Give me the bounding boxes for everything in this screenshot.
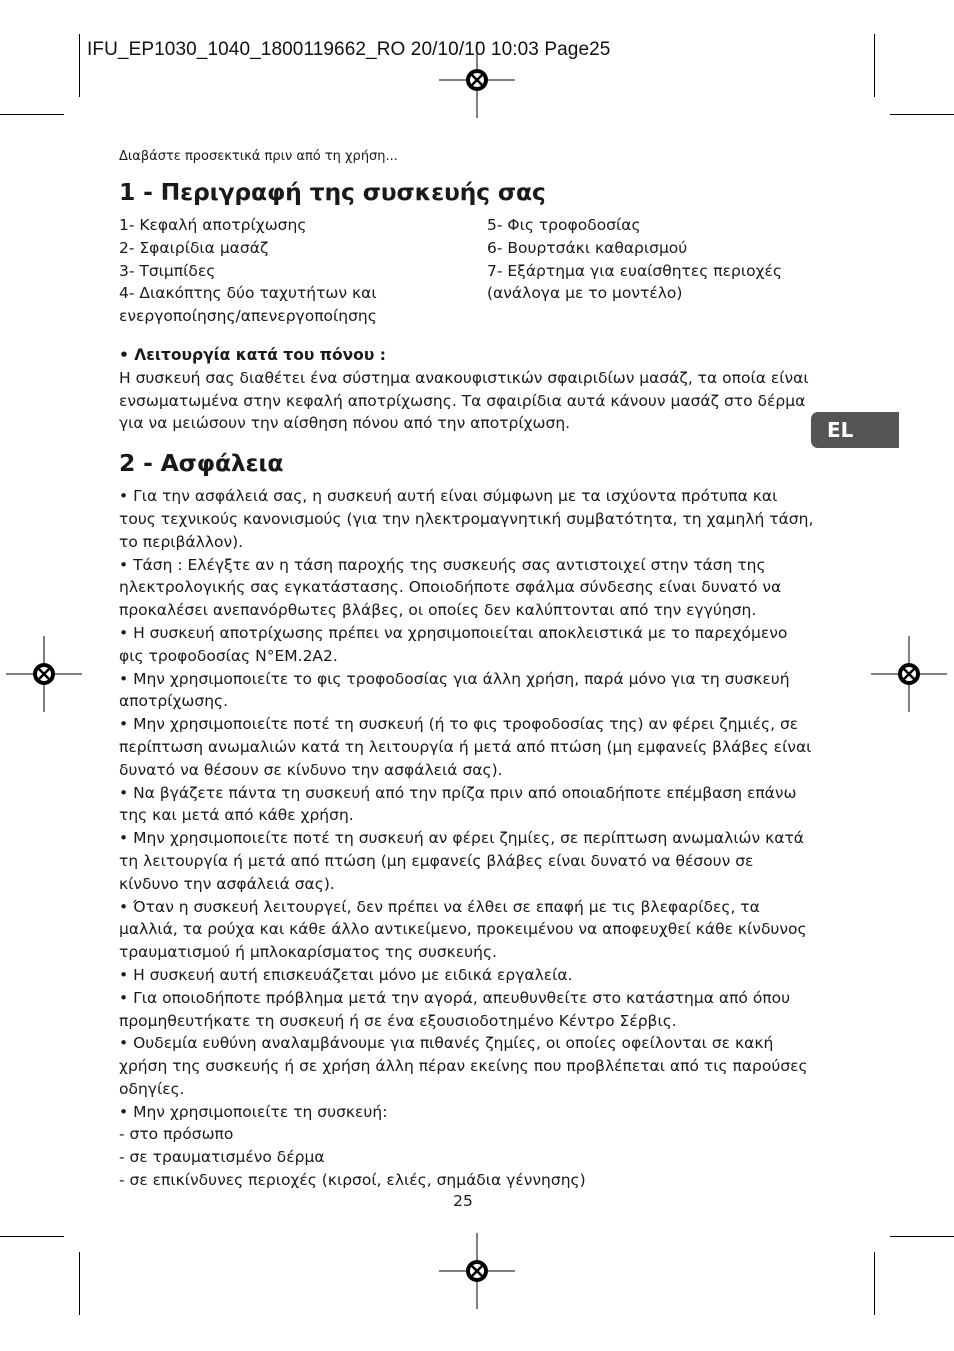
crop-mark [79,34,80,97]
part-item: 6- Βουρτσάκι καθαρισμού [487,238,688,257]
safety-item: • Μην χρησιμοποιείτε ποτέ τη συσκευή αν φέρει ζημίες, σε περίπτωση ανωμαλιών κατά τη λειτουργία ή μετά από πτώση (μη εμφανείς βλάβες είναι δυνατό να θέσουν σε κίνδυνο την ασφάλειά σας). [119,829,805,893]
part-item: 3- Τσιμπίδες [119,261,216,280]
parts-column-right [487,214,814,328]
safety-item: • Για την ασφάλειά σας, η συσκευή αυτή είναι σύμφωνη με τα ισχύοντα πρότυπα και τους τεχνικούς κανονισμούς (για την ηλεκτρομαγνητική συμβατότητα, τη χαμηλή τάση, το περιβάλλον). [119,487,814,551]
crop-mark [0,114,64,115]
registration-mark-bottom [439,1233,515,1309]
part-item: 1- Κεφαλή αποτρίχωσης [119,216,307,234]
registration-mark-left [6,636,82,712]
safety-item: • Η συσκευή αυτή επισκευάζεται μόνο με ειδικά εργαλεία. [119,965,573,984]
parts-column-left [119,214,487,328]
registration-mark-right [871,636,947,712]
language-tab: EL [811,412,899,448]
part-item: 7- Εξάρτημα για ευαίσθητες περιοχές (ανάλογα με το μοντέλο) [487,261,782,303]
print-slug: IFU_EP1030_1040_1800119662_RO 20/10/10 10:03 Page25 [87,39,611,60]
safety-item: • Μην χρησιμοποιείτε το φις τροφοδοσίας για άλλη χρήση, παρά μόνο για τη συσκευή αποτρίχωσης. [119,669,790,711]
page-number: 25 [453,1192,473,1210]
safety-item: • Όταν η συσκευή λειτουργεί, δεν πρέπει να έλθει σε επαφή με τις βλεφαρίδες, τα μαλλιά, τα ρούχα και κάθε άλλο αντικείμενο, προκειμένου να αποφευχθεί κάθε κίνδυνος τραυματισμού ή μπλοκαρίσματος της συσκευής. [119,897,807,962]
safety-subitem: - σε τραυματισμένο δέρμα [119,1148,325,1167]
crop-mark [874,1252,875,1315]
safety-item: • Μην χρησιμοποιείτε ποτέ τη συσκευή (ή το φις τροφοδοσίας της) αν φέρει ζημιές, σε περίπτωση ανωμαλιών κατά τη λειτουργία ή μετά από πτώση (μη εμφανείς βλάβες είναι δυνατό να θέσουν σε κίνδυνο την ασφάλειά σας). [119,715,812,779]
crop-mark [0,1236,64,1237]
section-2-title: 2 - Ασφάλεια [119,449,284,478]
safety-subitem: - στο πρόσωπο [119,1125,234,1144]
crop-mark [890,1236,954,1237]
pain-heading [119,344,814,367]
safety-item: • Η συσκευή αποτρίχωσης πρέπει να χρησιμοποιείται αποκλειστικά με το παρεχόμενο φις τροφοδοσίας N°EM.2A2. [119,623,788,665]
pain-description: Η συσκευή σας διαθέτει ένα σύστημα ανακουφιστικών σφαιριδίων μασάζ, τα οποία είναι ενσωματωμένα στην κεφαλή αποτρίχωσης. Τα σφαιρίδια αυτά κάνουν μασάζ στο δέρμα για να μειώσουν την αίσθηση πόνου από την αποτρίχωση. [119,368,809,433]
safety-item: • Ουδεμία ευθύνη αναλαμβάνουμε για πιθανές ζημίες, οι οποίες οφείλονται σε κακή χρήση της συσκευής ή σε χρήση άλλη πέραν εκείνης που προβλέπεται από τις παρούσες οδηγίες. [119,1034,808,1098]
safety-subitem: - σε επικίνδυνες περιοχές (κιρσοί, ελιές, σημάδια γέννησης) [119,1171,586,1190]
part-item: 5- Φις τροφοδοσίας [487,216,641,234]
crop-mark [79,1252,80,1315]
section-1-title: 1 - Περιγραφή της συσκευής σας [119,178,546,206]
pain-heading-text: • Λειτουργία κατά του πόνου : [119,345,386,364]
part-item: 2- Σφαιρίδια μασάζ [119,238,269,257]
safety-item: • Να βγάζετε πάντα τη συσκευή από την πρίζα πριν από οποιαδήποτε επέμβαση επάνω της και μετά από κάθε χρήση. [119,783,797,825]
page-content [119,148,814,1192]
part-item: 4- Διακόπτης δύο ταχυτήτων και ενεργοποίησης/απενεργοποίησης [119,284,377,326]
safety-item: • Για οποιοδήποτε πρόβλημα μετά την αγορά, απευθυνθείτε στο κατάστημα από όπου προμηθευτήκατε τη συσκευή ή σε ένα εξουσιοδοτημένο Κέντρο Σέρβις. [119,988,791,1030]
intro-note: Διαβάστε προσεκτικά πριν από τη χρήση... [119,149,398,164]
safety-item: • Μην χρησιμοποιείτε τη συσκευή: [119,1102,388,1121]
safety-list [119,485,814,1192]
parts-list [119,214,814,328]
crop-mark [874,34,875,97]
crop-mark [890,114,954,115]
registration-mark-top [439,42,515,118]
safety-item: • Τάση : Ελέγξτε αν η τάση παροχής της συσκευής σας αντιστοιχεί στην τάση της ηλεκτρολογικής σας εγκατάστασης. Οποιοδήποτε σφάλμα σύνδεσης είναι δυνατό να προκαλέσει ανεπανόρθωτες βλάβες, οι οποίες δεν καλύπτονται από την εγγύηση. [119,555,782,620]
